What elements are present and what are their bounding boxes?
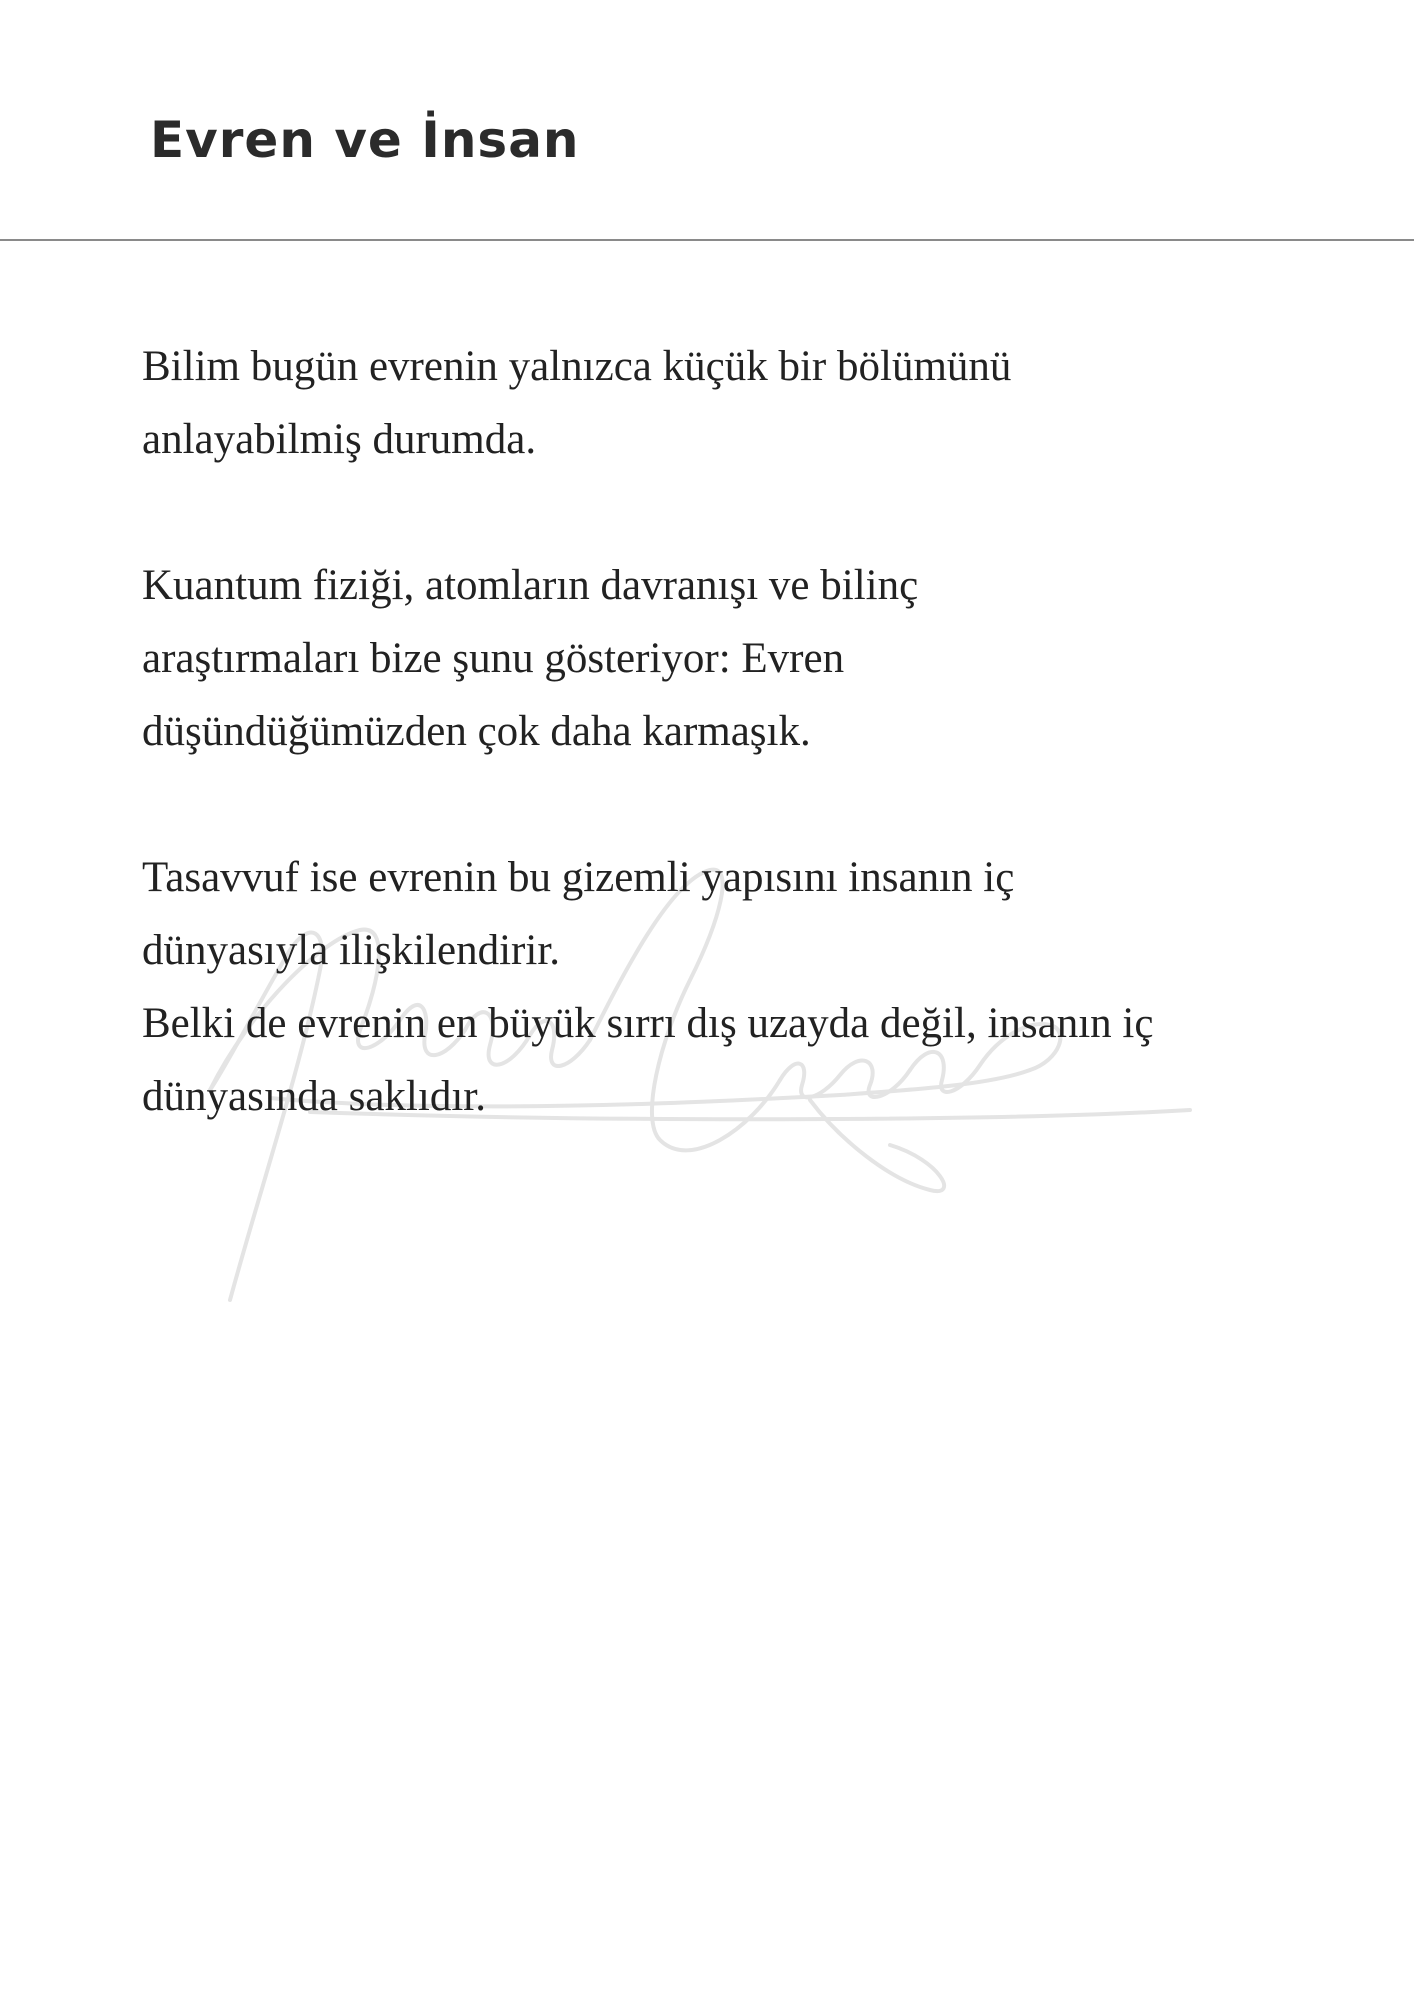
paragraph-line: dünyasıyla ilişkilendirir. [142,927,561,974]
paragraph-line: dünyasında saklıdır. [142,1073,486,1120]
paragraph-gap [142,768,1342,841]
paragraph-line: düşündüğümüzden çok daha karmaşık. [142,708,811,755]
paragraph-line: Bilim bugün evrenin yalnızca küçük bir bölümünü [142,343,1012,390]
paragraph-line: Kuantum fiziği, atomların davranışı ve bilinç [142,562,919,609]
paragraph-gap [142,476,1342,549]
paragraph-line: Belki de evrenin en büyük sırrı dış uzayda değil, insanın iç [142,1000,1154,1047]
page-title: Evren ve İnsan [150,111,580,169]
paragraph-line: anlayabilmiş durumda. [142,416,537,463]
paragraph-line: araştırmaları bize şunu gösteriyor: Evren [142,635,845,682]
header-divider [0,239,1414,241]
body-text [142,330,1342,1133]
paragraph-line: Tasavvuf ise evrenin bu gizemli yapısını insanın iç [142,854,1015,901]
